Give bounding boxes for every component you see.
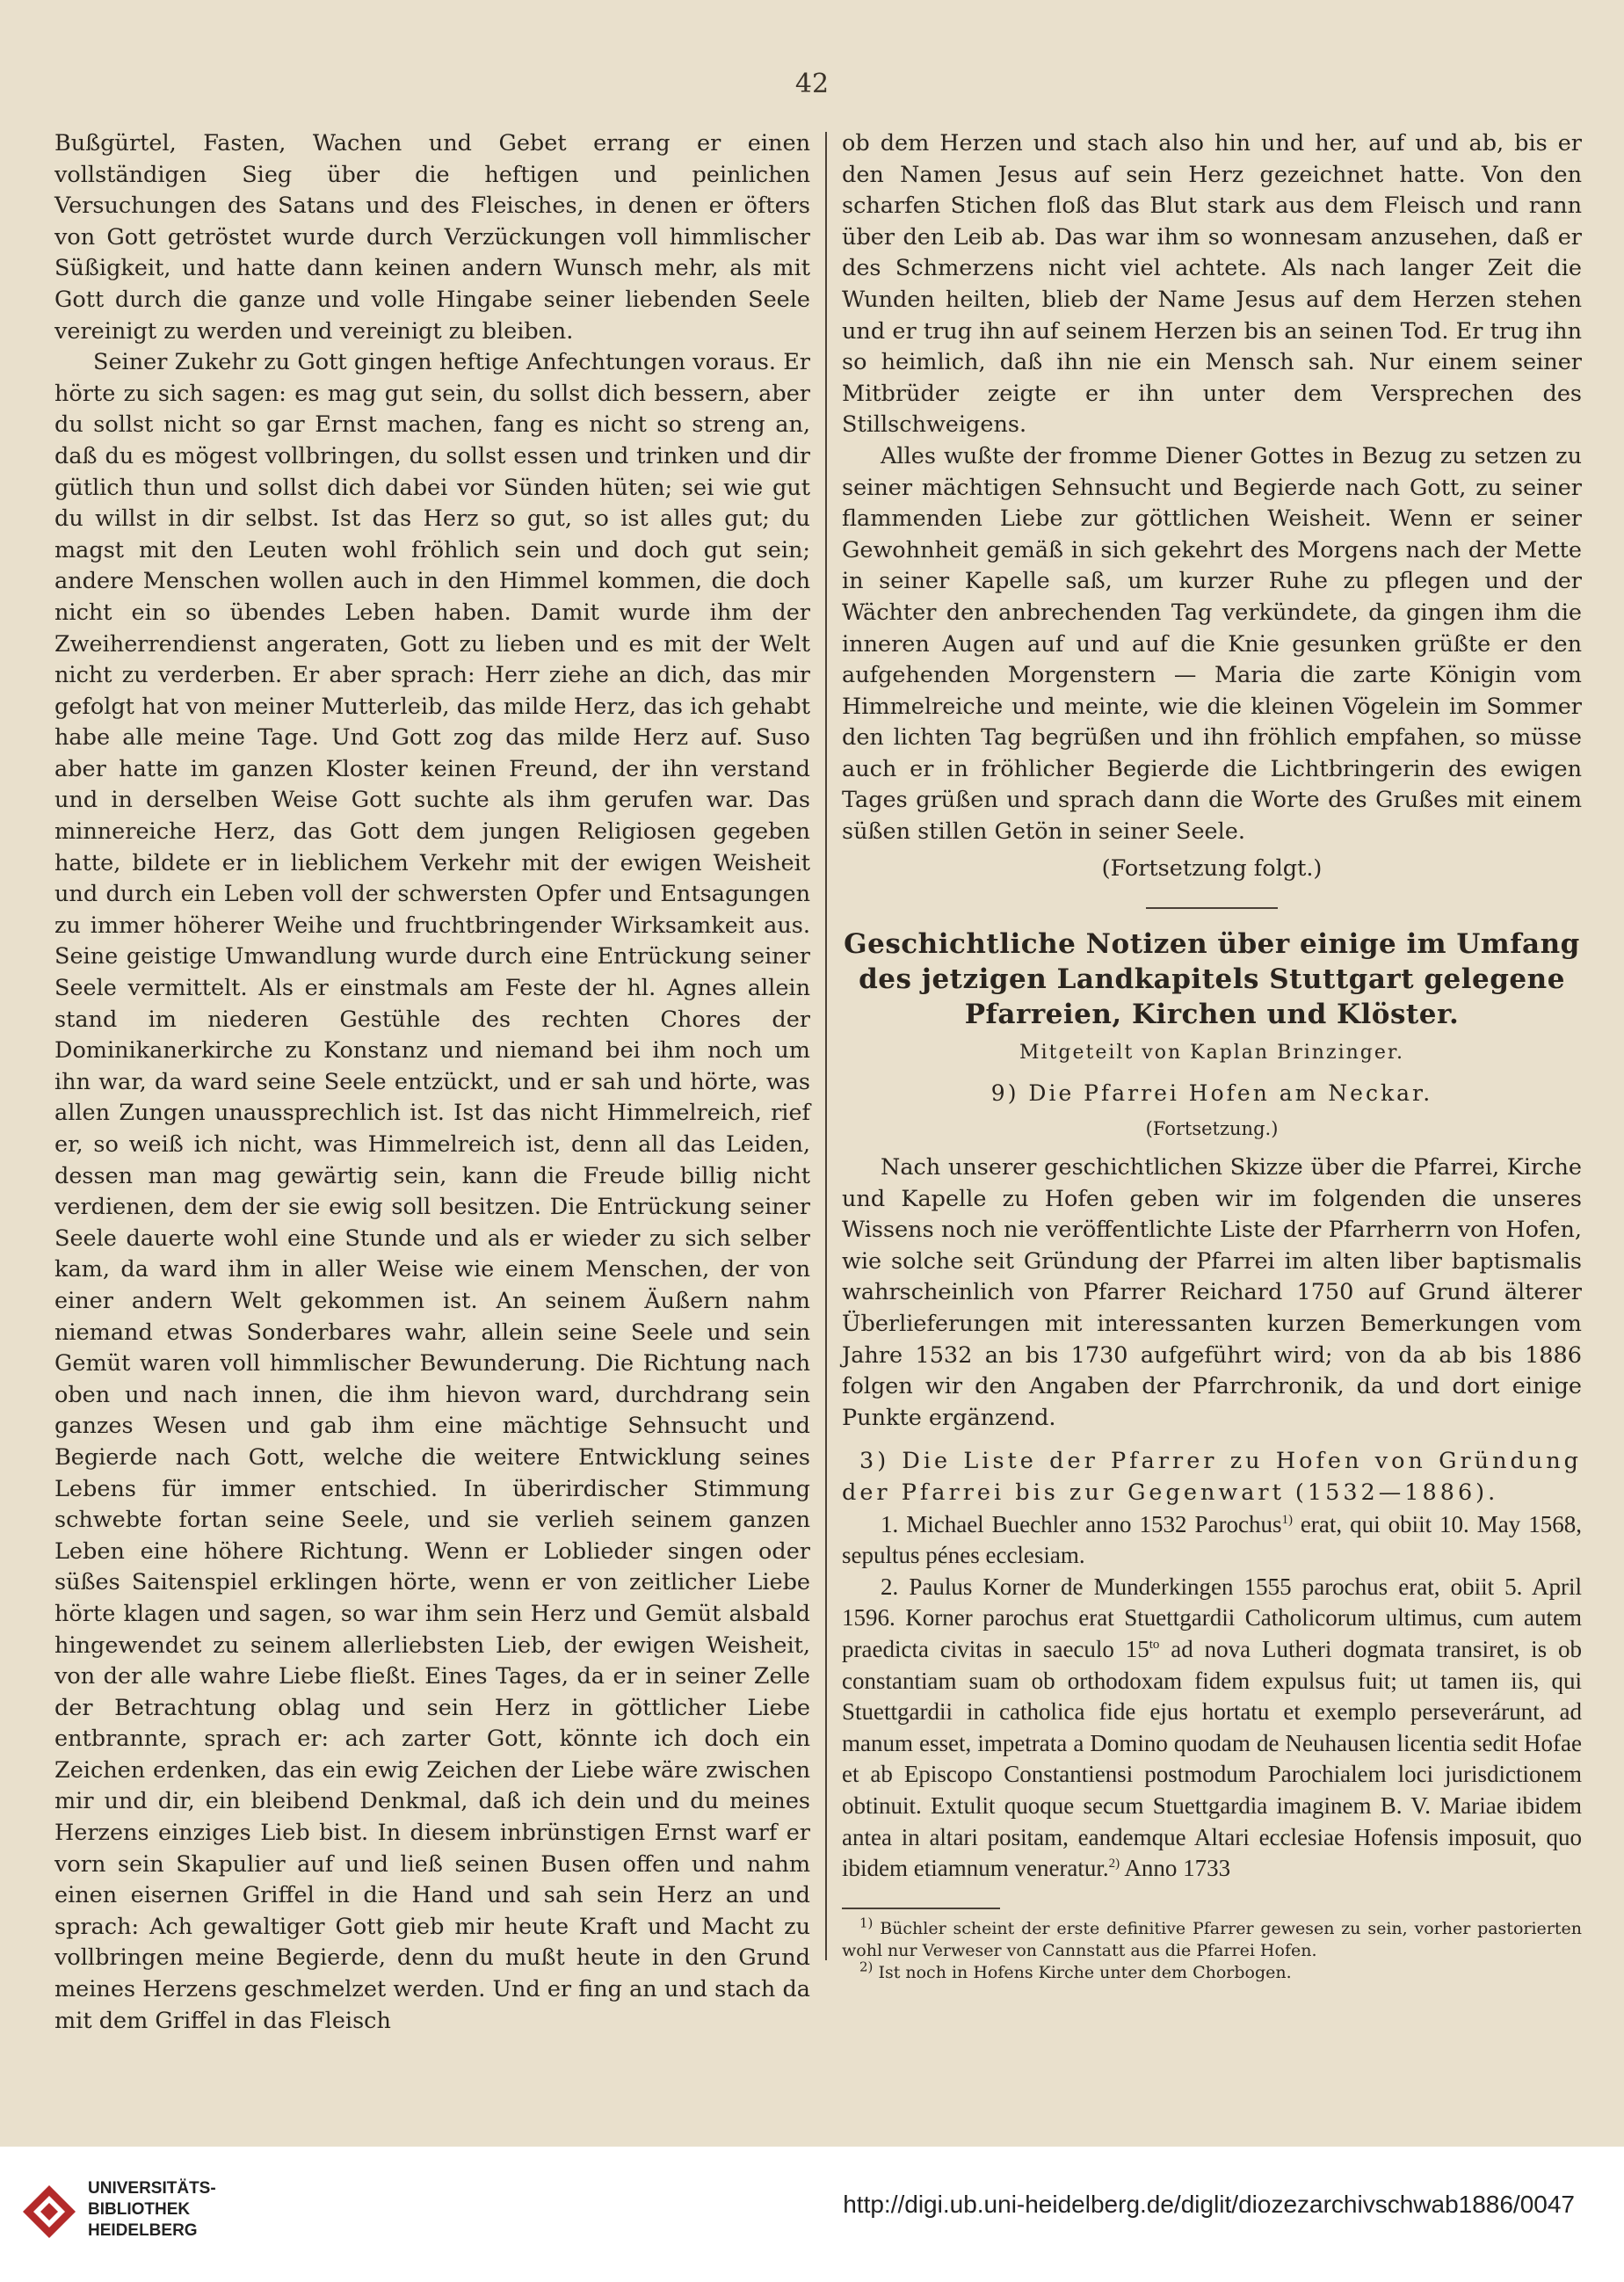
left-column xyxy=(54,128,810,2037)
article-title: Geschichtliche Notizen über einige im Umfang des jetzigen Landkapitels Stuttgart gelegene Pfarreien, Kirchen und Klöster. xyxy=(844,928,1580,1031)
continuation-note: (Fortsetzung folgt.) xyxy=(1101,854,1323,882)
section-heading: 9) Die Pfarrei Hofen am Neckar. xyxy=(990,1079,1433,1106)
left-paragraph-2: Seiner Zukehr zu Gott gingen heftige Anfechtungen voraus. Er hörte zu sich sagen: es mag gut sein, du sollst dich bessern, aber du sollst nicht so gar Ernst machen, fang es nicht so streng an, daß du es mögest vollbringen, du sollst essen und trinken und dir gütlich thun und sollst dich dabei vor Sünden hüten; sei wie gut du willst in dir selbst. Ist das Herz so gut, so ist alles gut; du magst mit den Leuten wohl fröhlich sein und doch gut sein; andere Menschen wollen auch in den Himmel kommen, die doch nicht ein so übendes Leben haben. Damit wurde ihm der Zweiherrendienst angeraten, Gott zu lieben und es mit der Welt nicht zu verderben. Er aber sprach: Herr ziehe an dich, das mir gefolgt hat von meiner Mutterleib, das milde Herz, das ich gehabt habe alle meine Tage. Und Gott zog das milde Herz auf. Suso aber hatte im ganzen Kloster keinen Freund, der ihn verstand und in derselben Weise Gott suchte als ihm gerufen war. Das minnereiche Herz, das Gott dem jungen Religiosen gegeben hatte, bildete er in lieblichem Verkehr mit der ewigen Weisheit und durch ein Leben voll der schwersten Opfer und Entsagungen zu immer höherer Weihe und fruchtbringender Wirksamkeit aus. Seine geistige Umwandlung wurde durch eine Entrückung seiner Seele vermittelt. Als er einstmals am Feste der hl. Agnes allein stand im niederen Gestühle des rechten Chores der Dominikanerkirche zu Konstanz und niemand bei ihm noch um ihn war, da ward seine Seele entzückt, und er sah und hörte, was allen Zungen unaussprechlich ist. Ist das nicht Himmelreich, rief er, so weiß ich nicht, was Himmelreich ist, denn all das Leiden, dessen man mag gewärtig sein, kann die Freude billig nicht verdienen, dem der sie ewig soll besitzen. Die Entrückung seiner Seele dauerte wohl eine Stunde und als er wieder zu sich selber kam, da ward ihm in aller Weise wie einem Menschen, der von einer andern Welt gekommen ist. An seinem Äußern nahm niemand etwas Sonderbares wahr, allein seine Seele und sein Gemüt waren voll himmlischer Bewunderung. Die Richtung nach oben und nach innen, die ihm hievon ward, durchdrang sein ganzes Wesen und gab ihm eine mächtige Sehnsucht und Begierde nach Gott, welche die weitere Entwicklung seines Lebens für immer entschied. In überirdischer Stimmung schwebte fortan seine Seele, und sie verlieh seinem ganzen Leben eine höhere Richtung. Wenn er Loblieder singen oder süßes Saitenspiel erklingen hörte, wenn er von zeitlicher Liebe hörte klagen und sagen, so war ihm sein Herz und Gemüt alsbald hingewendet zu seinem allerliebsten Lieb, der ewigen Weisheit, von der alle wahre Liebe fließt. Eines Tages, da er in seiner Zelle der Betrachtung oblag und sein Herz in göttlicher Liebe entbrannte, sprach er: ach zarter Gott, könnte ich doch ein Zeichen erdenken, das ein ewig Zeichen der Liebe wäre zwischen mir und dir, ein bleibend Denkmal, daß ich dein und du meines Herzens einziges Lieb bist. In diesem inbrünstigen Ernst warf er vorn sein Skapulier auf und ließ seinen Busen offen und nahm einen eisernen Griffel in die Hand und sah sein Herz an und sprach: Ach gewaltiger Gott gieb mir heute Kraft und Macht zu vollbringen meine Begierde, denn du mußt heute in den Grund meines Herzens geschmelzet werden. Und er fing an und stach da mit dem Griffel in das Fleisch xyxy=(54,349,810,2034)
library-name: UNIVERSITÄTS- BIBLIOTHEK HEIDELBERG xyxy=(88,2179,216,2240)
right-paragraph-1: ob dem Herzen und stach also hin und her, auf und ab, bis er den Namen Jesus auf sein Herz gezeichnet hatte. Von den scharfen Stichen floß das Blut stark aus dem Fleisch und rann über den Leib ab. Das war ihm so wonnesam anzusehen, daß er des Schmerzens nicht viel achtete. Als nach langer Zeit die Wunden heilten, blieb der Name Jesus auf dem Herzen stehen und er trug ihn auf seinem Herzen bis an seinen Tod. Er trug ihn so heimlich, daß ihn nie ein Mensch sah. Nur einem seiner Mitbrüder zeigte er ihn unter dem Versprechen des Stillschweigens. xyxy=(842,130,1582,439)
right-column xyxy=(842,128,1582,1984)
section-continued-note: (Fortsetzung.) xyxy=(1145,1118,1279,1140)
footnote-2: $^{2)}$ Ist noch in Hofens Kirche unter dem Chorbogen. xyxy=(859,1959,1292,1982)
right-paragraph-2: Alles wußte der fromme Diener Gottes in Bezug zu setzen zu seiner mächtigen Sehnsucht und Begierde nach Gott, zu seiner flammenden Liebe zur göttlichen Weisheit. Wenn er seiner Gewohnheit gemäß in sich gekehrt des Morgens nach der Mette in seiner Kapelle saß, um kurzer Ruhe zu pflegen und der Wächter den anbrechenden Tag verkündete, da gingen ihm die inneren Augen auf und auf die Knie gesunken grüßte er den aufgehenden Morgenstern — Maria die zarte Königin vom Himmelreiche und meinte, wie die kleinen Vögelein im Sommer den lichten Tag begrüßen und ihn fröhlich empfahen, so müsse auch er in fröhlicher Begierde die Lichtbringerin des ewigen Tages grüßen und sprach dann die Worte des Grußes mit einem süßen stillen Getön in seiner Seele. xyxy=(842,442,1582,846)
list-heading: 3) Die Liste der Pfarrer zu Hofen von Gründung der Pfarrei bis zur Gegenwart (1532—1886). xyxy=(842,1448,1582,1506)
pastor-entry-2: 2. Paulus Korner de Munderkingen 1555 parochus erat, obiit 5. April 1596. Korner parochus erat Stuettgardii Catholicorum ultimus, cum autem praedicta civitas in saeculo $15^{to}$ ad nova Lutheri dogmata transiret, is ob constantiam suam ob orthodoxam fidem expulsus fuit; ut tamen iis, qui Stuettgardii in catholica fide ejus hortatu et exemplo perseverárunt, ad manum esset, impetrata a Domino quodam de Neuhausen licentia sedit Hofae et ab Episcopo Constantiensi postmodum Parochialem loci jurisdictionem obtinuit. Extulit quoque secum Stuettgardia imaginem B. V. Mariae ibidem antea in altari positam, eandemque Altari ecclesiae Hofensis imposuit, quo ibidem etiamnum veneratur.$^{2)}$ Anno 1733 xyxy=(842,1573,1582,1882)
page-number: 42 xyxy=(794,69,830,99)
pastor-entry-1: 1. Michael Buechler anno 1532 Parochus$^{1)}$ erat, qui obiit 10. May 1568, sepultus pénes ecclesiam. xyxy=(842,1510,1582,1569)
column-divider xyxy=(825,132,827,1960)
university-library-logo-icon xyxy=(19,2182,79,2242)
left-paragraph-1: Bußgürtel, Fasten, Wachen und Gebet errang er einen vollständigen Sieg über die heftigen und peinlichen Versuchungen des Satans und des Fleisches, in denen er öfters von Gott getröstet wurde durch Verzückungen voll himmlischer Süßigkeit, und hatte dann keinen andern Wunsch mehr, als mit Gott durch die ganze und volle Hingabe seiner liebenden Seele vereinigt zu werden und vereinigt zu bleiben. xyxy=(54,130,810,345)
library-footer xyxy=(0,2147,1624,2282)
footnote-1: $^{1)}$ Büchler scheint der erste definitive Pfarrer gewesen zu sein, vorher pastorierten wohl nur Verweser von Cannstatt aus die Pfarrei Hofen. xyxy=(842,1915,1582,1960)
permalink-url[interactable]: http://digi.ub.uni-heidelberg.de/diglit/diozezarchivschwab1886/0047 xyxy=(843,2191,1575,2218)
section-separator xyxy=(1146,907,1278,909)
footnote-separator xyxy=(842,1908,1000,1909)
footnotes xyxy=(842,1915,1582,1984)
intro-paragraph: Nach unserer geschichtlichen Skizze über die Pfarrei, Kirche und Kapelle zu Hofen geben wir im folgenden die unseres Wissens noch nie veröffentlichte Liste der Pfarrherrn von Hofen, wie solche seit Gründung der Pfarrei im alten liber baptismalis wahrscheinlich von Pfarrer Reichard 1750 auf Grund älterer Überlieferungen mit interessanten kurzen Bemerkungen vom Jahre 1532 an bis 1730 aufgeführt wird; von da ab bis 1886 folgen wir den Angaben der Pfarrchronik, da und dort einige Punkte ergänzend. xyxy=(842,1154,1582,1431)
article-byline: Mitgeteilt von Kaplan Brinzinger. xyxy=(1019,1042,1404,1065)
